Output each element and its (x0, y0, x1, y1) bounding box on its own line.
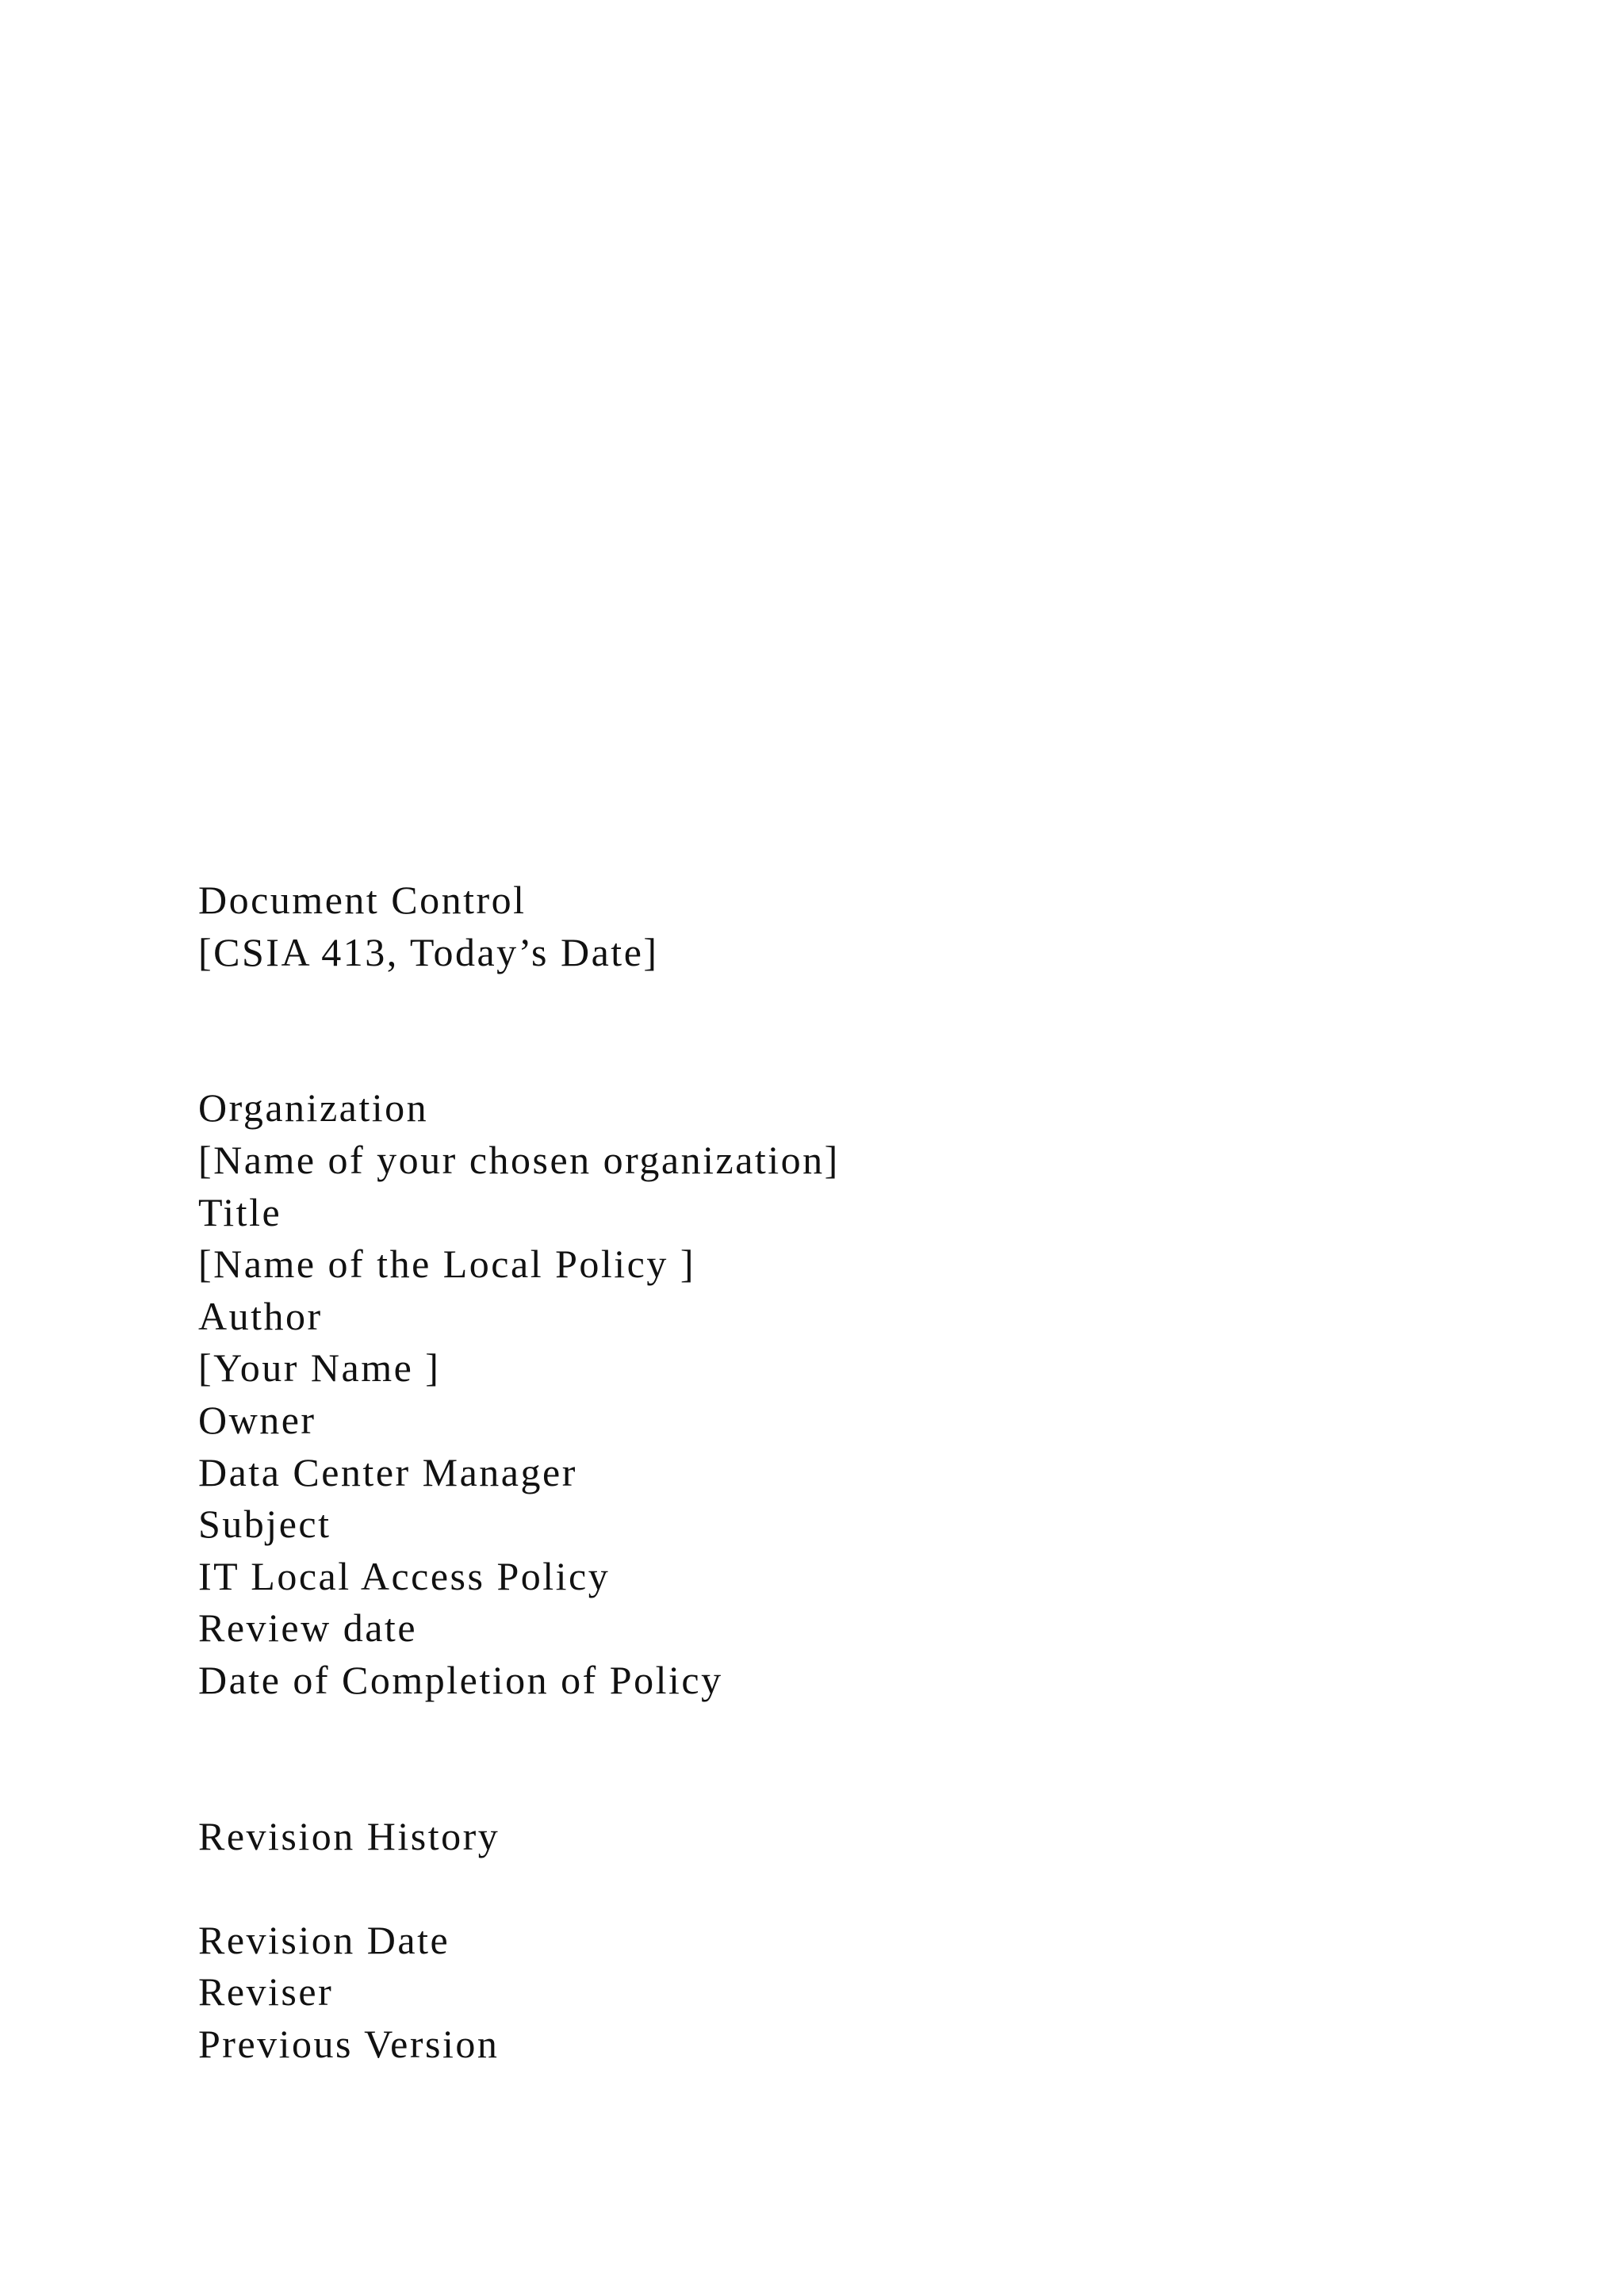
revision-history-heading: Revision History (198, 1813, 500, 1858)
organization-value: [Name of your chosen organization] (198, 1137, 840, 1182)
author-value: [Your Name ] (198, 1345, 441, 1391)
document-control-heading: Document Control (198, 878, 527, 922)
spacer (198, 1031, 1546, 1083)
review-date-label: Review date (198, 1605, 418, 1651)
course-date-placeholder: [CSIA 413, Today’s Date] (198, 929, 659, 974)
subject-value: IT Local Access Policy (198, 1553, 611, 1598)
subject-label: Subject (198, 1502, 331, 1547)
author-label: Author (198, 1293, 323, 1338)
spacer (198, 1862, 1546, 1915)
owner-label: Owner (198, 1397, 316, 1442)
title-label: Title (198, 1189, 282, 1234)
reviser-column: Reviser (198, 1969, 334, 2015)
review-date-value: Date of Completion of Policy (198, 1657, 723, 1702)
spacer (198, 1707, 1546, 1759)
previous-version-column: Previous Version (198, 2022, 500, 2067)
spacer (198, 1758, 1546, 1811)
revision-date-column: Revision Date (198, 1917, 450, 1962)
organization-label: Organization (198, 1085, 429, 1131)
owner-value: Data Center Manager (198, 1449, 577, 1494)
spacer (198, 978, 1546, 1031)
title-value: [Name of the Local Policy ] (198, 1242, 696, 1287)
document-body (198, 874, 1546, 2071)
